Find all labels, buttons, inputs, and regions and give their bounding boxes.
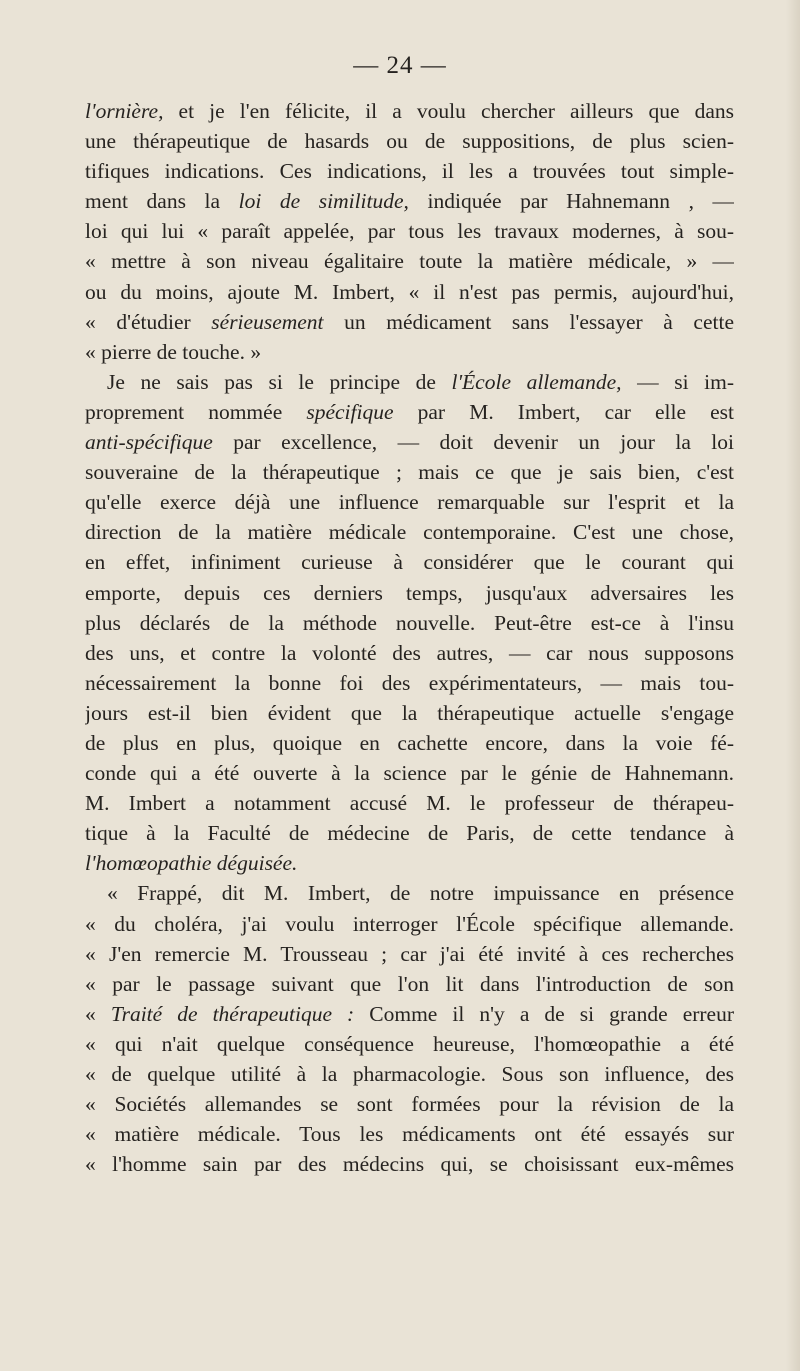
- text-segment: en effet, infiniment curieuse à considérer que le courant qui: [85, 550, 734, 575]
- text-segment: jours est-il bien évident que la thérapeutique actuelle s'engage: [85, 700, 734, 725]
- italic-text: loi de similitude,: [238, 189, 409, 214]
- text-segment: tifiques indications. Ces indications, il les a trouvées tout simple-: [85, 159, 734, 184]
- text-segment: proprement nommée: [85, 399, 307, 424]
- page-edge-shadow: [786, 0, 800, 1371]
- text-line: [85, 1149, 734, 1179]
- text-line: [85, 216, 734, 246]
- text-segment: conde qui a été ouverte à la science par le génie de Hahnemann.: [85, 761, 734, 786]
- italic-text: l'homœopathie déguisée.: [85, 851, 298, 876]
- text-segment: tique à la Faculté de médecine de Paris, de cette tendance à: [85, 821, 734, 846]
- text-segment: pierre de touche. »: [101, 339, 262, 364]
- text-line: [85, 969, 734, 999]
- text-line: [85, 397, 734, 427]
- text-line: [85, 909, 734, 939]
- text-line: [85, 1119, 734, 1149]
- text-line: [85, 788, 734, 818]
- text-segment: une thérapeutique de hasards ou de suppositions, de plus scien-: [85, 129, 734, 154]
- text-segment: emporte, depuis ces derniers temps, jusqu'aux adversaires les: [85, 580, 734, 605]
- text-line: [85, 728, 734, 758]
- text-line: [85, 698, 734, 728]
- text-segment: de plus en plus, quoique en cachette encore, dans la voie fé-: [85, 730, 734, 755]
- text-segment: Comme il n'y a de si grande erreur: [354, 1001, 734, 1026]
- text-line: [85, 999, 734, 1029]
- text-line: [85, 186, 734, 216]
- text-line: [85, 517, 734, 547]
- text-line: [85, 578, 734, 608]
- text-segment: Je ne sais pas si le principe de: [107, 369, 452, 394]
- text-line: [85, 457, 734, 487]
- text-segment: plus déclarés de la méthode nouvelle. Peut-être est-ce à l'insu: [85, 610, 734, 635]
- text-line: [85, 156, 734, 186]
- text-segment: et je l'en félicite, il a voulu chercher ailleurs que dans: [163, 99, 734, 123]
- text-segment: par M. Imbert, car elle est: [393, 399, 734, 424]
- text-segment: nécessairement la bonne foi des expérimentateurs, — mais tou-: [85, 670, 734, 695]
- italic-text: anti-spécifique: [85, 430, 213, 455]
- text-segment: direction de la matière médicale contemporaine. C'est une chose,: [85, 520, 734, 545]
- text-line: [85, 307, 734, 337]
- italic-text: l'ornière,: [85, 99, 164, 123]
- text-line: [85, 1059, 734, 1089]
- text-line: [85, 337, 734, 367]
- text-segment: « Frappé, dit M. Imbert, de notre impuissance en présence: [107, 881, 734, 906]
- text-segment: — si im-: [621, 369, 734, 394]
- text-segment: mettre à son niveau égalitaire toute la matière médicale, » —: [111, 249, 734, 274]
- text-segment: de quelque utilité à la pharmacologie. Sous son influence, des: [111, 1062, 734, 1086]
- text-line: [85, 878, 734, 908]
- text-line: [85, 668, 734, 698]
- text-segment: qu'elle exerce déjà une influence remarquable sur l'esprit et la: [85, 490, 734, 515]
- text-segment: par le passage suivant que l'on lit dans l'introduction de son: [112, 971, 734, 996]
- italic-text: l'École allemande,: [451, 369, 622, 394]
- text-segment: souveraine de la thérapeutique ; mais ce que je sais bien, c'est: [85, 460, 734, 485]
- text-line: [85, 608, 734, 638]
- text-segment: matière médicale. Tous les médicaments ont été essayés sur: [114, 1122, 734, 1147]
- text-line: [85, 638, 734, 668]
- text-segment: du choléra, j'ai voulu interroger l'École spécifique allemande.: [114, 911, 734, 936]
- text-segment: l'homme sain par des médecins qui, se choisissant eux-mêmes: [112, 1152, 734, 1177]
- body-text: [85, 96, 734, 1179]
- text-line: [85, 1089, 734, 1119]
- text-segment: ou du moins, ajoute M. Imbert, « il n'est pas permis, aujourd'hui,: [85, 279, 734, 304]
- text-segment: loi qui lui « paraît appelée, par tous les travaux modernes, à sou-: [85, 219, 734, 244]
- italic-text: spécifique: [306, 399, 394, 424]
- text-line: [85, 427, 734, 457]
- text-segment: ment dans la: [85, 189, 239, 214]
- text-segment: d'étudier: [116, 309, 212, 334]
- text-segment: des uns, et contre la volonté des autres, — car nous supposons: [85, 640, 734, 665]
- text-line: [85, 96, 734, 126]
- text-segment: par excellence, — doit devenir un jour la loi: [212, 430, 734, 455]
- text-line: [85, 126, 734, 156]
- text-segment: Sociétés allemandes se sont formées pour la révision de la: [114, 1092, 734, 1117]
- text-line: [85, 547, 734, 577]
- text-line: [85, 246, 734, 276]
- text-line: [85, 367, 734, 397]
- text-line: [85, 848, 734, 878]
- text-segment: indiquée par Hahnemann , —: [408, 189, 734, 214]
- text-segment: J'en remercie M. Trousseau ; car j'ai été invité à ces recherches: [108, 941, 734, 966]
- page-number: — 24 —: [353, 52, 447, 79]
- text-line: [85, 758, 734, 788]
- text-line: [85, 487, 734, 517]
- text-line: [85, 939, 734, 969]
- text-segment: M. Imbert a notamment accusé M. le professeur de thérapeu-: [85, 791, 734, 816]
- text-line: [85, 818, 734, 848]
- text-line: [85, 1029, 734, 1059]
- text-segment: un médicament sans l'essayer à cette: [323, 309, 734, 334]
- text-line: [85, 277, 734, 307]
- italic-text: sérieusement: [211, 309, 324, 334]
- italic-text: Traité de thérapeutique :: [110, 1001, 355, 1026]
- text-segment: qui n'ait quelque conséquence heureuse, l'homœopathie a été: [114, 1031, 734, 1056]
